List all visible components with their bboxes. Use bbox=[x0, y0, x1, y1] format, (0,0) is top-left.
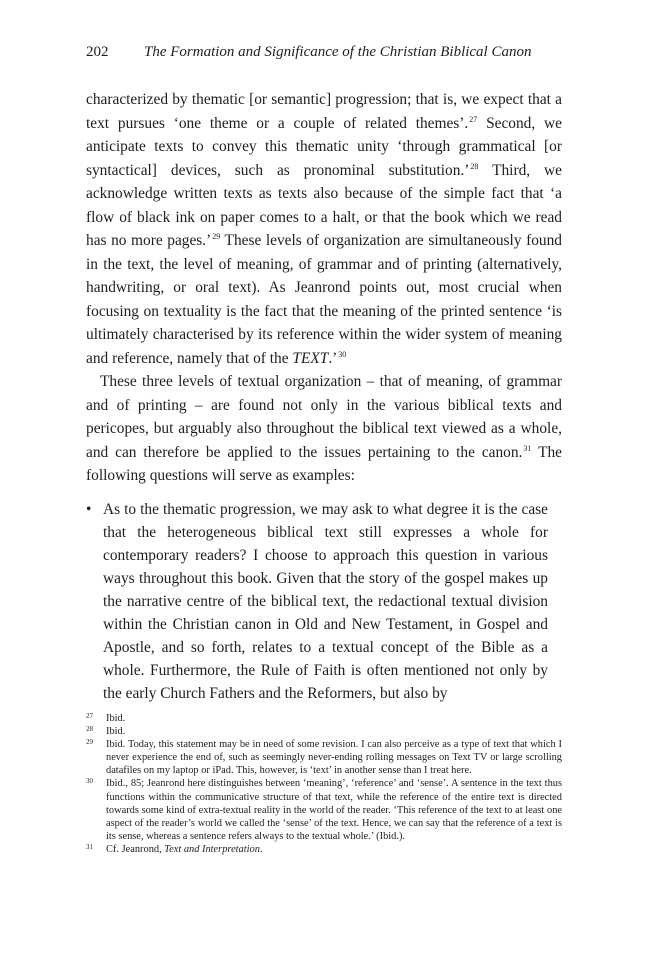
paragraph-2-text-2: The following questions will serve as examples: bbox=[86, 443, 562, 484]
footnote-book-title: Text and Interpretation bbox=[164, 843, 260, 855]
list-item bbox=[86, 498, 562, 705]
footnote-number: 28 bbox=[86, 725, 93, 734]
footnote-text: Ibid. bbox=[106, 726, 126, 738]
footnote-number: 29 bbox=[86, 738, 93, 747]
paragraph-1-text-3: Third, we acknowledge written texts as texts also because of the simple fact that ‘a flow of black ink on paper comes to a halt, or that the book which we read has no more pages.’ bbox=[86, 161, 563, 249]
paragraph-1-text-5: .’ bbox=[328, 349, 338, 367]
paragraph-1 bbox=[86, 88, 562, 370]
paragraph-1-text-2: Second, we anticipate texts to convey this thematic unity ‘through grammatical [or syntactical] devices, such as pronominal substitution.’ bbox=[86, 114, 562, 179]
footnote-30 bbox=[86, 777, 562, 842]
footnote-number: 27 bbox=[86, 712, 93, 720]
page-number: 202 bbox=[86, 44, 109, 60]
footnote-number: 31 bbox=[86, 842, 93, 851]
footnote-text: Ibid., 85; Jeanrond here distinguishes between ‘meaning’, ‘reference’ and ‘sense’. A sentence in the text thus functions within the communicative structure of that text, while the reference of the entire text is directed towards some kind of extra-textual reality in the world of the reader. ‘This reference of the text to at least one aspect of the reader’s world we called the ‘sense’ of the text. Hence, we can say that the reference of a text is its sense, whereas a sentence refers always to the textual whole.’ (Ibid.). bbox=[106, 778, 562, 842]
running-title: The Formation and Significance of the Christian Biblical Canon bbox=[144, 44, 532, 60]
paragraph-1-italic-text: TEXT bbox=[292, 349, 329, 367]
footnote-ref-30: 30 bbox=[338, 349, 347, 359]
footnote-text: Ibid. bbox=[106, 713, 126, 724]
footnote-ref-29: 29 bbox=[212, 232, 221, 241]
paragraph-1-text-1: characterized by thematic [or semantic] progression; that is, we expect that a text pursues ‘one theme or a couple of related themes’. bbox=[86, 91, 562, 132]
footnote-ref-31: 31 bbox=[523, 443, 532, 453]
footnote-ref-28: 28 bbox=[470, 161, 479, 171]
bullet-list bbox=[86, 498, 562, 705]
footnote-27 bbox=[86, 712, 562, 725]
footnote-text-suffix: . bbox=[259, 843, 263, 855]
footnote-text-prefix: Cf. Jeanrond, bbox=[106, 843, 165, 855]
footnotes bbox=[86, 712, 562, 856]
footnote-28 bbox=[86, 725, 562, 738]
paragraph-1-text-4: These levels of organization are simultaneously found in the text, the level of meaning, of grammar and of printing (alternatively, handwriting, or oral text). As Jeanrond points out, most crucial when focusing on textuality is the fact that the meaning of the printed sentence ‘is ultimately characterised by its reference within the wider system of meaning and reference, namely that of the bbox=[86, 232, 562, 367]
paragraph-2 bbox=[86, 370, 562, 488]
footnote-ref-27: 27 bbox=[469, 114, 478, 124]
footnote-text: Ibid. Today, this statement may be in need of some revision. I can also perceive as a type of text that which I never experience the end of, such as seemingly never-ending rolling messages on Text TV or large scrolling datafiles on my laptop or iPad. This, however, is ‘text’ in another sense than I treat here. bbox=[106, 739, 562, 777]
bullet-marker: • bbox=[86, 500, 92, 518]
bullet-text: As to the thematic progression, we may ask to what degree it is the case that the heterogeneous biblical text still expresses a whole for contemporary readers? I choose to approach this question in various ways throughout this book. Given that the story of the gospel makes up the narrative centre of the biblical text, the redactional textual division within the Christian canon in Old and New Testament, in Gospel and Apostle, and so forth, relates to a textual concept of the Bible as a whole. Furthermore, the Rule of Faith is often mentioned not only by the early Church Fathers and the Reformers, but also by bbox=[103, 500, 548, 702]
footnote-31 bbox=[86, 843, 562, 856]
body-text bbox=[86, 88, 562, 705]
running-head bbox=[86, 42, 564, 62]
paragraph-2-text-1: These three levels of textual organization – that of meaning, of grammar and of printing – are found not only in the various biblical texts and pericopes, but arguably also throughout the biblical text viewed as a whole, and can therefore be applied to the issues pertaining to the canon. bbox=[86, 373, 562, 461]
footnote-29 bbox=[86, 738, 562, 777]
footnote-number: 30 bbox=[86, 777, 93, 786]
footnote-text bbox=[106, 843, 562, 856]
